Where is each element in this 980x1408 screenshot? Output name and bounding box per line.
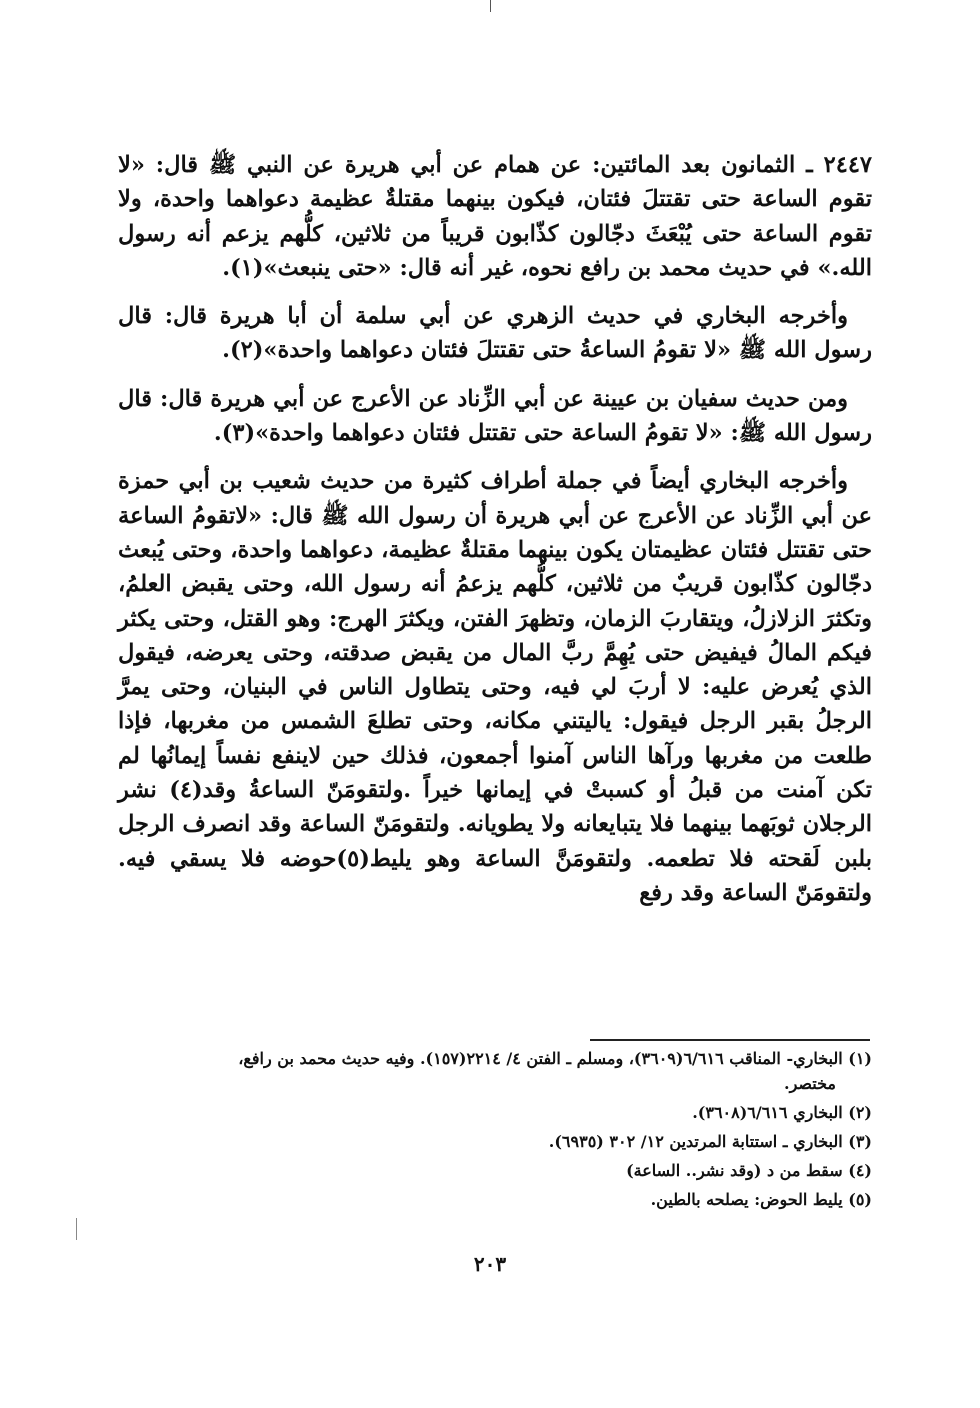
hadith-paragraph: ٢٤٤٧ ـ الثمانون بعد المائتين: عن همام عن أبي هريرة عن النبي ﷺ قال: «لا تقوم الساعة حتى تقتتلَ فئتان، فيكون بينهما مقتلةٌ عظيمة دعواهما واحدة، ولا تقوم الساعة حتى يُبْعَثَ دجّالون كذّابون قريباً من ثلاثين، كلُّهم يزعم أنه رسول الله.» في حديث محمد بن رافع نحوه، غير أنه قال: «حتى ينبعث»(١). xyxy=(118,152,872,281)
takhrij-paragraph: وأخرجه البخاري في حديث الزهري عن أبي سلمة أن أبا هريرة قال: قال رسول الله ﷺ «لا تقومُ الساعةُ حتى تقتتلَ فئتان دعواهما واحدة»(٢). xyxy=(118,303,872,364)
footnotes xyxy=(118,1046,872,1216)
footnote: (٣) البخاري ـ استتابة المرتدين ١٢/ ٣٠٢ (٦٩٣٥). xyxy=(548,1132,872,1151)
page-number: ٢٠٣ xyxy=(473,1252,507,1276)
main-text xyxy=(118,148,872,924)
takhrij-paragraph: ومن حديث سفيان بن عيينة عن أبي الزِّناد عن الأعرج عن أبي هريرة قال: قال رسول الله ﷺ: «لا تقومُ الساعة حتى تقتتل فئتان دعواهما واحدة»(٣). xyxy=(118,385,872,447)
footnote-continuation: مختصر. xyxy=(784,1074,836,1093)
takhrij-paragraph: وأخرجه البخاري أيضاً في جملة أطراف كثيرة من حديث شعيب بن أبي حمزة عن أبي الزِّناد عن الأعرج عن أبي هريرة أن رسول الله ﷺ قال: «لاتقومُ الساعة حتى تقتتل فئتان عظيمتان يكون بينهما مقتلةٌ عظيمة، دعواهما واحدة، وحتى يُبعث دجّالون كذّابون قريبٌ من ثلاثين، كلُّهم يزعمُ أنه رسول الله، وحتى يقبض العلمُ، وتكثرَ الزلازلُ، ويتقاربَ الزمان، وتظهرَ الفتن، ويكثرَ الهرج: وهو القتل، وحتى يكثر فيكم المالُ فيفيض حتى يُهِمَّ ربَّ المال من يقبض صدقته، وحتى يعرضه، فيقول الذي يُعرض عليه: لا أربَ لي فيه، وحتى يتطاول الناس في البنيان، وحتى يمرَّ الرجلُ بقبر الرجل فيقول: ياليتني مكانه، وحتى تطلعَ الشمس من مغربها، فإذا طلعت من مغربها ورآها الناس آمنوا أجمعون، فذلك حين لاينفع نفساً إيمانُها لم تكن آمنت من قبلُ أو كسبتْ في إيمانها خيراً .ولتقومَنّ الساعةُ وقد(٤) نشر الرجلان ثوبَهما بينهما فلا يتبايعانه ولا يطويانه. ولتقومَنّ الساعة وقد انصرف الرجل بلبن لَقحته فلا تطعمه. ولتقومَنَّ الساعة وهو يليط(٥)حوضه فلا يسقي فيه. ولتقومَنّ الساعة وقد رفع xyxy=(118,468,873,906)
footnote: (٥) يليط الحوض: يصلحه بالطين. xyxy=(650,1190,872,1209)
footnote: (١) البخاري- المناقب ٦/٦١٦(٣٦٠٩)، ومسلم ـ الفتن ٤/ ٢٢١٤(١٥٧). وفيه حديث محمد بن رافع، xyxy=(238,1049,872,1068)
scan-mark xyxy=(490,0,491,12)
scan-mark xyxy=(76,1218,77,1240)
footnote: (٢) البخاري ٦/٦١٦(٣٦٠٨). xyxy=(692,1103,872,1122)
footnote-divider xyxy=(590,1039,870,1041)
footnote: (٤) سقط من د (وقد نشر.. الساعة) xyxy=(626,1161,872,1180)
